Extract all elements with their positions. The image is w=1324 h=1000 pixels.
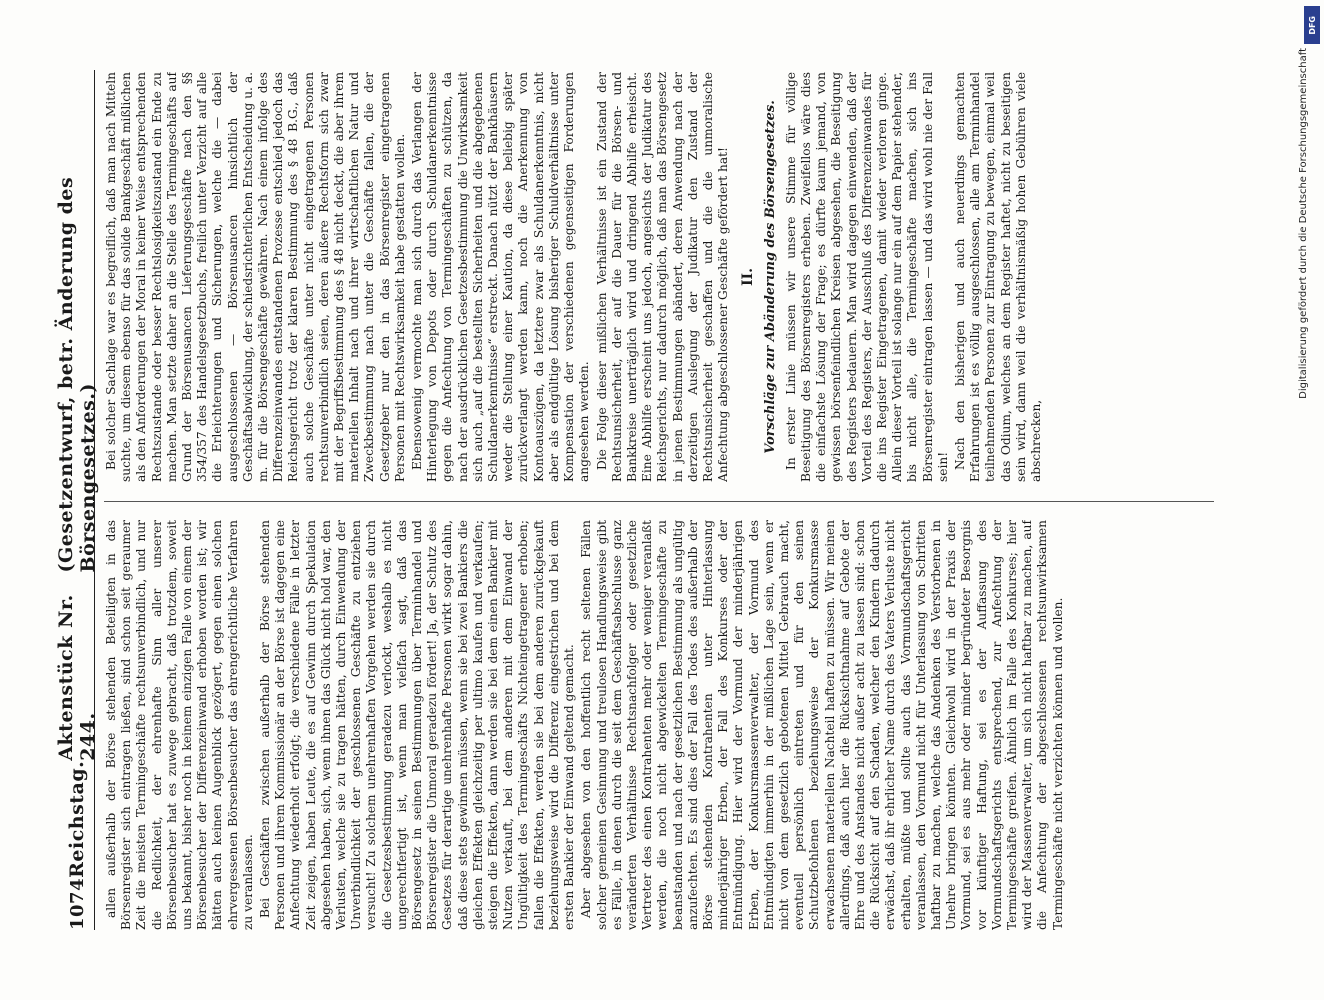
dfg-logo-text: DFG xyxy=(1307,15,1317,35)
left-column xyxy=(104,520,1224,930)
section-number: II. xyxy=(740,268,757,286)
section-title: Vorschläge zur Abänderung des Börsengesetzes. xyxy=(762,100,778,454)
paragraph: Ebensowenig vermochte man sich durch das Verlangen der Hinterlegung von Depots oder durch Schuldanerkenntnisse gegen die Anfechtung von Termingeschäften zu schützen, da nach der ausdrücklichen Gesetzesbestimmung die Unwirksamkeit sich auch „auf die bestellten Sicherheiten und die abgegebenen Schuldanerkenntnisse“ erstreckt. Danach nützt der Bankhäusern weder die Stellung einer Kaution, da diese beliebig später zurückverlangt werden kann, noch die Anerkennung von Kontoauszügen, da letztere zwar als Schuldanerkenntnis, nicht aber als endgültige Lösung bisheriger Schuldverhältnisse unter Kompensation der verschiedenen gegenseitigen Forderungen angesehen werden. xyxy=(410,72,592,482)
right-column xyxy=(104,72,1224,482)
page-number: 1074 xyxy=(66,877,88,930)
paragraph: Bei solcher Sachlage war es begreiflich, daß man nach Mitteln suchte, um diesem ebenso für das solide Bankgeschäft mißlichen als den Anforderungen der Moral in keiner Weise entsprechenden Rechtszustande oder besser Rechtslosigkeitszustand ein Ende zu machen. Man setzte daher an die Stelle des Termingeschäfts auf Grund der Börsenusancen Lieferungsgeschäfte nach den §§ 354/357 des Handelsgesetzbuchs, freilich unter Verzicht auf alle die Erleichterungen und Sicherungen, welche die — dabei ausgeschlossenen — Börsenusancen hinsichtlich der Geschäftsabwicklung, der schiedsrichterlichen Entscheidung u. a. m. für die Börsengeschäfte gewähren. Nach einem infolge des Differenzeinwandes entstandenen Prozesse entschied jedoch das Reichsgericht trotz der klaren Bestimmung des § 48 B.G., daß auch solche Geschäfte unter nicht eingetragenen Personen rechtsunverbindlich seien, deren äußere Rechtsform sich zwar mit der Begriffsbestimmung des § 48 nicht deckt, die aber ihrem materiellen Inhalt nach und ihrer wirtschaftlichen Natur und Zweckbestimmung nach unter die Geschäfte fallen, die der Gesetzgeber nur den in das Börsenregister eingetragenen Personen mit Rechtswirksamkeit habe gestatten wollen. xyxy=(104,72,407,482)
header-right: (Gesetzentwurf, betr. Änderung des Börsengesetzes.) xyxy=(55,176,99,573)
header-center: Aktenstück Nr. 244. xyxy=(55,594,99,761)
paragraph: Nach den bisherigen und auch neuerdings gemachten Erfahrungen ist es völlig ausgeschlossen, alle am Terminhandel teilnehmenden Personen zur Eintragung zu bewegen, einmal weil das Odium, welches an dem Register haftet, nicht zu beseitigen sein wird, dann weil die verhältnismäßig hohen Gebühren viele abschrecken, xyxy=(952,72,1043,482)
running-header xyxy=(55,70,99,930)
rotated-page-content xyxy=(55,70,1240,930)
digitization-credit xyxy=(1298,8,1318,998)
paragraph: allen außerhalb der Börse stehenden Beteiligten in das Börsenregister sich eintragen ließen, sind schon seit geraumer Zeit die meisten Termingeschäfte rechtsunverbindlich, und nur die Redlichkeit, der ehrenhafte Sinn aller unserer Börsenbesucher hat es zuwege gebracht, daß trotzdem, soweit uns bekannt, bisher noch in keinem einzigen Falle von einem der Börsenbesucher der Differenzeinwand erhoben worden ist; wir hätten auch keinen Augenblick gezögert, gegen einen solchen ehrvergessenen Börsenbesucher das ehrengerichtliche Verfahren zu veranlassen. xyxy=(104,520,255,930)
credit-text: Digitalisierung gefördert durch die Deutsche Forschungsgemeinschaft xyxy=(1298,48,1309,399)
header-left: Reichstag. xyxy=(66,760,88,878)
paragraph: Die Folge dieser mißlichen Verhältnisse ist ein Zustand der Rechtsunsicherheit, der auf die Dauer für die Börsen- und Bankkreise unerträglich wird und dringend Abhilfe erheischt. Eine Abhilfe erscheint uns jedoch, angesichts der Judikatur des Reichsgerichts, nur dadurch möglich, daß man das Börsengesetz in jenen Bestimmungen abändert, deren Anwendung nach der derzeitigen Auslegung der Judikatur den Zustand der Rechtsunsicherheit geschaffen und die die unmoralische Anfechtung abgeschlossener Geschäfte gefördert hat! xyxy=(594,72,731,482)
paragraph: Bei Geschäften zwischen außerhalb der Börse stehenden Personen und ihrem Kommissionär an der Börse ist dagegen eine Anfechtung wiederholt erfolgt; die verschiedene Fälle in letzter Zeit zeigen, haben Leute, die es auf Gewinn durch Spekulation abgesehen haben, sich, wenn ihnen das Glück nicht hold war, den Verlusten, welche sie zu tragen hätten, durch Einwendung der Unverbindlichkeit der geschlossenen Geschäfte zu entziehen versucht! Zu solchem unehrenhaften Vorgehen werden sie durch die Gesetzesbestimmung geradezu verlockt, weshalb es nicht ungerechtfertigt ist, wenn man vielfach sagt, daß das Börsengesetz in seinen Bestimmungen über Terminhandel und Börsenregister die Unmoral geradezu fördert! Ja, der Schutz des Gesetzes für derartige unehrenhafte Personen wirkt sogar dahin, daß diese stets gewinnen müssen, wenn sie bei zwei Bankiers die gleichen Effekten gleichzeitig per ultimo kaufen und verkaufen; steigen die Effekten, dann werden sie bei dem einen Bankier mit Nutzen verkauft, bei dem anderen mit dem Einwand der Ungültigkeit des Termingeschäfts Nichteingetragener erhoben; fallen die Effekten, werden sie bei dem anderen zurückgekauft beziehungsweise wird die Differenz eingestrichen und bei dem ersten Bankier der Einwand geltend gemacht. xyxy=(258,520,577,930)
paragraph: In erster Linie müssen wir unsere Stimme für völlige Beseitigung des Börsenregisters erheben. Zweifellos wäre dies die einfachste Lösung der Frage; es dürfte kaum jemand, von gewissen börsenfeindlichen Kreisen abgesehen, die Beseitigung des Registers bedauern. Man wird dagegen einwenden, daß der Vorteil des Registers, der Ausschluß des Differenzeinwandes für die ins Register Eingetragenen, damit wieder verloren ginge. Allein dieser Vorteil ist solange nur ein auf dem Papier stehender, bis nicht alle, die Termingeschäfte machen, sich ins Börsenregister eintragen lassen — und das wird wohl nie der Fall sein! xyxy=(783,72,950,482)
paragraph: Aber abgesehen von den hoffentlich recht seltenen Fällen solcher gemeinen Gesinnung und treulosen Handlungsweise gibt es Fälle, in denen durch die seit dem Geschäftsabschlusse ganz veränderten Verhältnisse Rechtsnachfolger oder gesetzliche Vertreter des einen Kontrahenten mehr oder weniger veranlaßt werden, die noch nicht abgewickelten Termingeschäfte zu beanstanden und nach der gesetzlichen Bestimmung als ungültig anzufechten. Es sind dies der Fall des Todes des außerhalb der Börse stehenden Kontrahenten unter Hinterlassung minderjähriger Erben, der Fall des Konkurses oder der Entmündigung. Hier wird der Vormund der minderjährigen Erben, der Konkursmassenverwalter, der Vormund des Entmündigten immerhin in der mißlichen Lage sein, wenn er nicht von dem gesetzlich gebotenen Mittel Gebrauch macht, eventuell persönlich eintreten und für den seinen Schutzbefohlenen beziehungsweise der Konkursmasse erwachsenen materiellen Nachteil haften zu müssen. Wir meinen allerdings, daß auch hier die Rücksichtnahme auf Gebote der Ehre und des Anstandes nicht außer acht zu lassen sind: schon die Rücksicht auf den Schaden, welcher den Kindern dadurch erwächst, daß ihr ehrlicher Name durch des Vaters Verluste nicht erhalten, müßte und sollte auch das Vormundschaftsgericht veranlassen, den Vormund nicht für Unterlassung von Schritten haftbar zu machen, welche das Andenken des Verstorbenen in Unehre bringen könnten. Gleichwohl wird in der Praxis der Vormund, sei es aus mehr oder minder begründeter Besorgnis vor künftiger Haftung, sei es der Auffassung des Vormundschaftsgerichts entsprechend, zur Anfechtung der Termingeschäfte greifen. Ähnlich im Falle des Konkurses; hier wird der Massenverwalter, um sich nicht haftbar zu machen, auf die Anfechtung der abgeschlossenen rechtsunwirksamen Termingeschäfte nicht verzichten können und wollen. xyxy=(579,520,1065,930)
column-divider xyxy=(104,501,1214,502)
